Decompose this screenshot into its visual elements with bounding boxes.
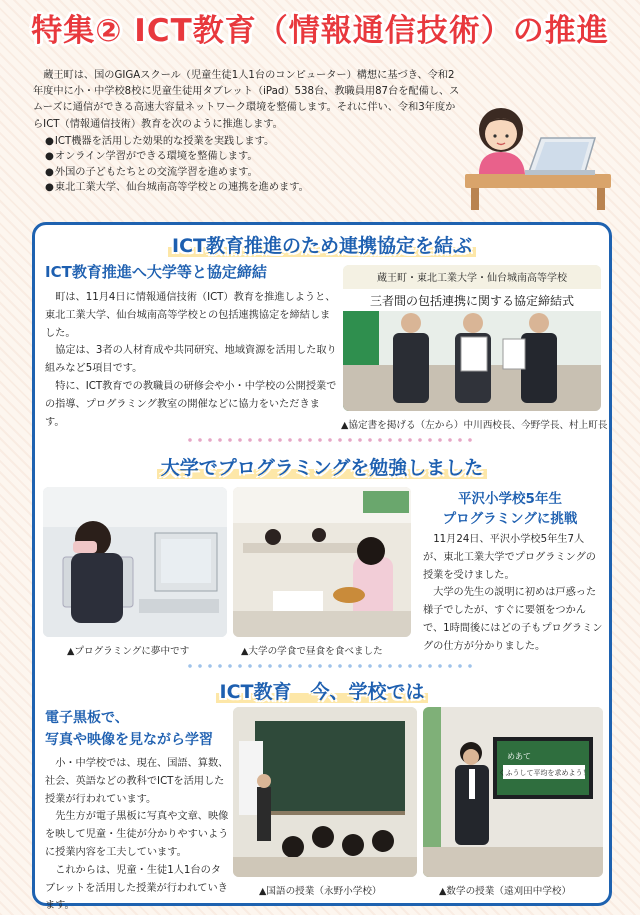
main-panel	[32, 222, 612, 912]
section1-paragraph: 町は、11月4日に情報通信技術（ICT）教育を推進しようと、東北工業大学、仙台城南高等学校との包括連携協定を締結しました。	[45, 292, 336, 339]
child-laptop-illustration	[455, 100, 615, 212]
section2-title: 大学でプログラミングを勉強しました	[35, 453, 609, 480]
math-class-photo	[423, 707, 603, 877]
section3-subtitle-line2: 写真や映像を見ながら学習	[45, 732, 213, 748]
cafeteria-photo	[233, 487, 411, 637]
section1-title: ICT教育推進のため連携協定を結ぶ	[35, 231, 609, 258]
intro-paragraph: 蔵王町は、国のGIGAスクール（児童生徒1人1台のコンピューター）構想に基づき、令和2年度中に小・中学校8校に児童生徒用タブレット（iPad）538台、教職員用87台を配備し、スムーズに通信ができる高速大容量ネットワーク環境を整備します。それに伴い、令和3年度からICT（情報通信技術）教育を次のように推進します。	[33, 70, 460, 130]
section2-body	[423, 531, 603, 656]
intro-bullet: ● 東北工業大学、仙台城南高等学校との連携を進めます。	[45, 180, 463, 196]
divider-dots	[185, 437, 475, 443]
section3-title: ICT教育 今、学校では	[35, 677, 609, 704]
programming-photo	[43, 487, 227, 637]
programming-photo-scene	[43, 487, 227, 637]
page-header	[0, 6, 640, 56]
section1-body	[45, 289, 337, 431]
photo-banner-text: 蔵王町・東北工業大学・仙台城南高等学校	[377, 273, 567, 284]
section2-caption2: ▲大学の学食で昼食を食べました	[241, 646, 383, 657]
math-class-scene	[423, 707, 603, 877]
section3-paragraph: 小・中学校では、現在、国語、算数、社会、英語などの教科でICTを活用した授業が行われています。	[45, 758, 229, 805]
divider-dots	[185, 663, 475, 669]
screen-goal-text: くふうして平均を求めよう！	[498, 769, 590, 777]
section3-paragraph: 先生方が電子黒板に写真や文章、映像を映して児童・生徒が分かりやすいように授業内容を工夫しています。	[45, 811, 229, 858]
section3-subtitle	[45, 707, 213, 751]
intro-bullet: ● ICT機器を活用した効果的な授業を実践します。	[45, 134, 463, 150]
section3-subtitle-line1: 電子黒板で、	[45, 710, 129, 726]
japanese-class-photo	[233, 707, 417, 877]
photo-sign-text: 三者間の包括連携に関する協定締結式	[369, 294, 575, 308]
section3-paragraph: これからは、児童・生徒1人1台のタブレットを活用した授業が行われていきます。	[45, 864, 228, 912]
section3-caption2: ▲数学の授業（遠刈田中学校）	[439, 886, 572, 897]
section3-body	[45, 755, 229, 915]
cafeteria-photo-scene	[233, 487, 411, 637]
agreement-photo-scene	[343, 265, 601, 411]
intro-bullet-list	[33, 134, 463, 196]
page-title: 特集② ICT教育（情報通信技術）の推進	[31, 13, 609, 49]
screen-goal-label: めあて	[507, 752, 531, 761]
intro-bullet: ● オンライン学習ができる環境を整備します。	[45, 149, 463, 165]
section2-subtitle	[425, 489, 595, 529]
section1-caption: ▲協定書を掲げる（左から）中川西校長、今野学長、村上町長	[341, 420, 608, 431]
section1-paragraph: 協定は、3者の人材育成や共同研究、地域資源を活用した取り組みなど5項目です。	[45, 345, 337, 375]
section2-subtitle-line2: プログラミングに挑戦	[442, 511, 578, 527]
section2-caption1: ▲プログラミングに夢中です	[67, 646, 190, 657]
intro-block	[33, 68, 463, 196]
japanese-class-scene	[233, 707, 417, 877]
section2-subtitle-line1: 平沢小学校5年生	[458, 491, 562, 507]
section2-paragraph: 大学の先生の説明に初めは戸惑った様子でしたが、すぐに要領をつかんで、1時間後にはどの子もプログラミングの仕方が分かりました。	[423, 587, 603, 652]
section3-caption1: ▲国語の授業（永野小学校）	[259, 886, 382, 897]
section1-paragraph: 特に、ICT教育での教職員の研修会や小・中学校の公開授業での指導、プログラミング教室の開催などに協力をいただきます。	[45, 380, 337, 428]
agreement-photo	[343, 265, 601, 411]
section1-subtitle: ICT教育推進へ大学等と協定締結	[45, 263, 267, 281]
intro-bullet: ● 外国の子どもたちとの交流学習を進めます。	[45, 165, 463, 181]
section2-paragraph: 11月24日、平沢小学校5年生7人が、東北工業大学でプログラミングの授業を受けました。	[423, 534, 596, 581]
